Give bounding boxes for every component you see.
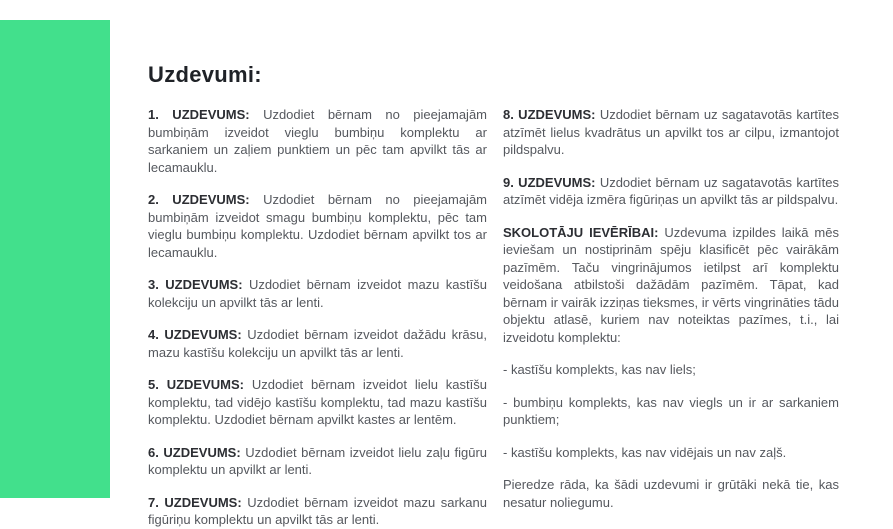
two-column-layout (148, 106, 839, 529)
task-label-6: 6. UZDEVUMS: (148, 444, 241, 460)
task-text-6: Uzdodiet bērnam izveidot lielu zaļu figūru komplektu un apvilkt ar lenti. (148, 444, 487, 477)
task-text-4: Uzdodiet bērnam izveidot dažādu krāsu, mazu kastīšu kolekciju un apvilkt tās ar lenti. (148, 327, 487, 360)
bullet-text-3: - kastīšu komplekts, kas nav vidējais un nav zaļš. (503, 444, 787, 460)
task-label-8: 8. UZDEVUMS: (503, 107, 596, 122)
bullet-item-2 (503, 394, 839, 429)
task-paragraph-7 (148, 494, 487, 529)
task-text-2: Uzdodiet bērnam no pieejamajām bumbiņām izveidot smagu bumbiņu komplektu, pēc tam vieglu bumbiņu komplektu. Uzdodiet bērnam apvilkt tos ar lecamauklu. (148, 192, 487, 260)
task-label-5: 5. UZDEVUMS: (148, 377, 244, 392)
task-text-3: Uzdodiet bērnam izveidot mazu kastīšu kolekciju un apvilkt tās ar lenti. (148, 277, 487, 310)
task-paragraph-4 (148, 326, 487, 361)
task-paragraph-9 (503, 174, 839, 209)
task-paragraph-2 (148, 191, 487, 261)
task-text-9: Uzdodiet bērnam uz sagatavotās kartītes atzīmēt vidēja izmēra figūriņas un apvilkt tās ar pildspalvu. (503, 174, 839, 207)
bullet-item-1 (503, 361, 839, 379)
task-text-8: Uzdodiet bērnam uz sagatavotās kartītes atzīmēt lielus kvadrātus un apvilkt tos ar cilpu, izmantojot pildspalvu. (503, 107, 839, 157)
task-paragraph-5 (148, 376, 487, 429)
task-text-7: Uzdodiet bērnam izveidot mazu sarkanu figūriņu komplektu un apvilkt tās ar lenti. (148, 494, 487, 527)
left-column (148, 106, 487, 529)
content-area (148, 62, 839, 529)
task-label-9: 9. UZDEVUMS: (503, 174, 596, 190)
task-label-3: 3. UZDEVUMS: (148, 277, 243, 292)
task-paragraph-3 (148, 276, 487, 311)
task-text-5: Uzdodiet bērnam izveidot lielu kastīšu komplektu, tad vidējo kastīšu komplektu, tad mazu kastīšu komplektu. Uzdodiet bērnam apvilkt kastes ar lentēm. (148, 377, 487, 427)
green-accent-panel (0, 20, 110, 498)
task-label-4: 4. UZDEVUMS: (148, 327, 242, 342)
bullet-text-2: - bumbiņu komplekts, kas nav viegls un ir ar sarkaniem punktiem; (503, 394, 839, 427)
task-paragraph-1 (148, 106, 487, 176)
bullet-text-1: - kastīšu komplekts, kas nav liels; (503, 362, 696, 377)
right-column (503, 106, 839, 529)
task-paragraph-8 (503, 106, 839, 159)
task-label-2: 2. UZDEVUMS: (148, 192, 250, 207)
task-label-1: 1. UZDEVUMS: (148, 107, 250, 122)
closing-text: Pieredze rāda, ka šādi uzdevumi ir grūtāki nekā tie, kas nesatur noliegumu. (503, 477, 839, 510)
teacher-note-label: SKOLOTĀJU IEVĒRĪBAI: (503, 224, 659, 240)
task-paragraph-6 (148, 444, 487, 479)
closing-paragraph (503, 476, 839, 511)
teacher-note-paragraph (503, 224, 839, 347)
page-title: Uzdevumi: (148, 62, 262, 87)
task-text-1: Uzdodiet bērnam no pieejamajām bumbiņām izveidot vieglu bumbiņu komplektu ar sarkaniem un zaļiem punktiem un pēc tam apvilkt tās ar lecamauklu. (148, 107, 487, 175)
bullet-item-3 (503, 444, 839, 462)
teacher-note-text: Uzdevuma izpildes laikā mēs ieviešam un nostiprinām spēju klasificēt pēc vairākām pazīmēm. Taču vingrinājumos ietilpst arī komplektu veidošana atbilstoši dažādām pazīmēm. Tāpat, kad bērnam ir vairāk izziņas tieksmes, ir vērts vingrināties tādu objektu atlasē, kuriem nav noteiktas pazīmes, t.i., lai izveidotu komplektu: (503, 224, 839, 345)
task-label-7: 7. UZDEVUMS: (148, 494, 242, 510)
